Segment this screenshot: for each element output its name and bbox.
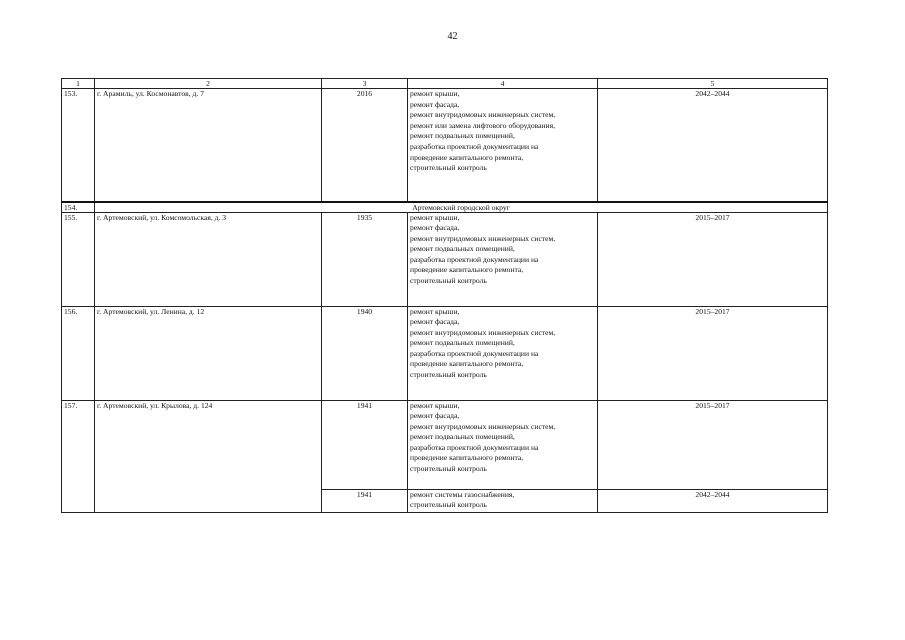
row-period: 2015–2017 <box>598 212 828 306</box>
work-item: проведение капитального ремонта, <box>410 453 524 463</box>
page-number: 42 <box>447 31 458 42</box>
row-period: 2042–2044 <box>598 89 828 202</box>
work-item: разработка проектной документации на <box>410 442 539 452</box>
row-address: г. Артемовский, ул. Крылова, д. 124 <box>95 400 322 512</box>
section-row <box>62 202 828 213</box>
header-col-3: 3 <box>322 79 408 89</box>
row-year: 2016 <box>322 89 408 202</box>
header-col-4: 4 <box>408 79 598 89</box>
row-period: 2042–2044 <box>598 489 828 512</box>
row-number: 155. <box>62 212 95 306</box>
row-address: г. Артемовский, ул. Ленина, д. 12 <box>95 306 322 400</box>
work-item: проведение капитального ремонта, <box>410 359 524 369</box>
work-item: ремонт внутридомовых инженерных систем, <box>410 421 556 431</box>
row-address: г. Арамиль, ул. Космонавтов, д. 7 <box>95 89 322 202</box>
work-item: строительный контроль <box>410 500 487 510</box>
row-works <box>408 400 598 489</box>
row-number: 157. <box>62 400 95 512</box>
work-item: разработка проектной документации на <box>410 141 539 151</box>
work-item: ремонт внутридомовых инженерных систем, <box>410 327 556 337</box>
work-item: ремонт системы газоснабжения, <box>410 489 515 499</box>
row-number: 156. <box>62 306 95 400</box>
work-item: строительный контроль <box>410 276 487 286</box>
row-works <box>408 212 598 306</box>
row-year: 1941 <box>322 400 408 489</box>
work-item: ремонт фасада, <box>410 223 460 233</box>
work-item: ремонт подвальных помещений, <box>410 131 515 141</box>
header-col-2: 2 <box>95 79 322 89</box>
work-item: ремонт или замена лифтового оборудования, <box>410 120 555 130</box>
work-item: ремонт фасада, <box>410 411 460 421</box>
header-col-5: 5 <box>598 79 828 89</box>
work-item: ремонт подвальных помещений, <box>410 432 515 442</box>
work-item: проведение капитального ремонта, <box>410 152 524 162</box>
section-title: Артемовский городской округ <box>95 202 828 213</box>
table-row <box>62 89 828 202</box>
table-row <box>62 306 828 400</box>
row-year: 1941 <box>322 489 408 512</box>
section-number: 154. <box>62 202 95 213</box>
work-item: ремонт фасада, <box>410 317 460 327</box>
table-row <box>62 212 828 306</box>
work-item: ремонт внутридомовых инженерных систем, <box>410 233 556 243</box>
work-item: ремонт крыши, <box>410 306 460 316</box>
work-item: ремонт подвальных помещений, <box>410 244 515 254</box>
work-item: разработка проектной документации на <box>410 348 539 358</box>
work-item: ремонт крыши, <box>410 400 460 410</box>
row-period: 2015–2017 <box>598 400 828 489</box>
row-year: 1940 <box>322 306 408 400</box>
work-item: разработка проектной документации на <box>410 254 539 264</box>
work-item: ремонт крыши, <box>410 212 460 222</box>
capital-repair-table <box>61 78 828 513</box>
work-item: проведение капитального ремонта, <box>410 265 524 275</box>
work-item: строительный контроль <box>410 464 487 474</box>
row-year: 1935 <box>322 212 408 306</box>
row-works <box>408 306 598 400</box>
header-col-1: 1 <box>62 79 95 89</box>
work-item: строительный контроль <box>410 163 487 173</box>
table-header-row <box>62 79 828 89</box>
row-address: г. Артемовский, ул. Комсомольская, д. 3 <box>95 212 322 306</box>
work-item: ремонт подвальных помещений, <box>410 338 515 348</box>
work-item: ремонт фасада, <box>410 99 460 109</box>
row-period: 2015–2017 <box>598 306 828 400</box>
work-item: ремонт крыши, <box>410 89 460 98</box>
row-works <box>408 489 598 512</box>
work-item: ремонт внутридомовых инженерных систем, <box>410 110 556 120</box>
work-item: строительный контроль <box>410 370 487 380</box>
row-works <box>408 89 598 202</box>
row-number: 153. <box>62 89 95 202</box>
table-row <box>62 400 828 489</box>
